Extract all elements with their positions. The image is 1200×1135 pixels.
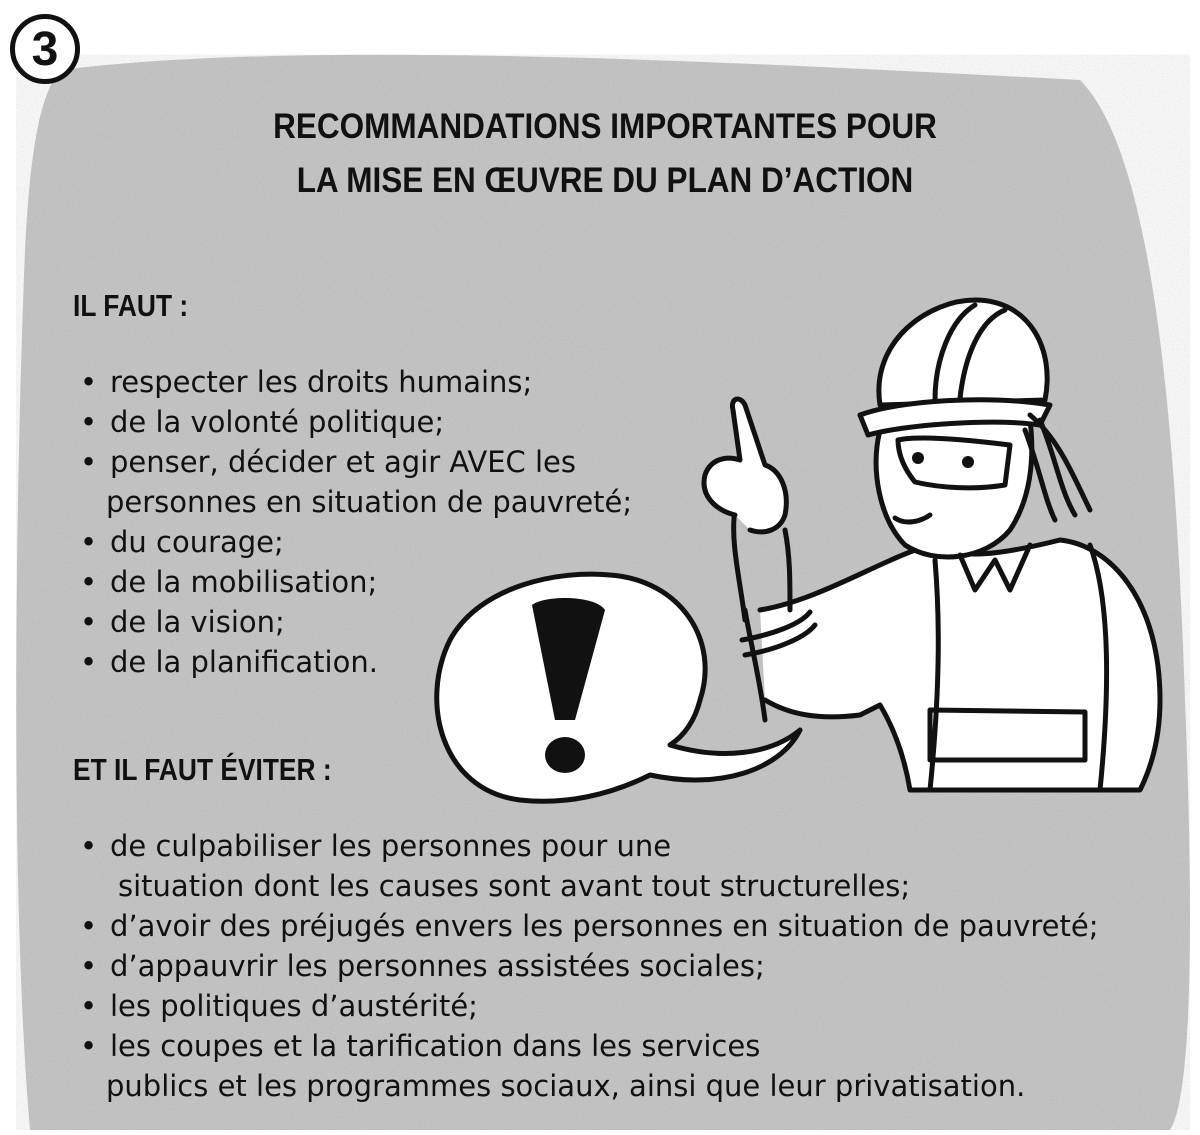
step-number-badge: 3 — [10, 14, 80, 84]
title-line-1: RECOMMANDATIONS IMPORTANTES POUR — [273, 107, 937, 146]
list-item: • du courage; — [78, 522, 632, 562]
list-item: • d’avoir des préjugés envers les personnes en situation de pauvreté; — [78, 906, 1098, 946]
list-item: • de la mobilisation; — [78, 562, 632, 602]
exclamation-dot — [545, 737, 585, 773]
list-item: • de la planification. — [78, 642, 632, 682]
list-item: • de la volonté politique; — [78, 402, 632, 442]
list-item: • de la vision; — [78, 602, 632, 642]
list-item: • penser, décider et agir AVEC les personnes en situation de pauvreté; — [78, 442, 632, 522]
list-item: • de culpabiliser les personnes pour une situation dont les causes sont avant tout structurelles; — [78, 826, 1098, 906]
list-item: • d’appauvrir les personnes assistées sociales; — [78, 946, 1098, 986]
worker-hair — [1025, 415, 1090, 520]
must-heading: IL FAUT : — [73, 288, 189, 323]
list-item: • respecter les droits humains; — [78, 362, 632, 402]
worker-eye — [962, 456, 974, 468]
list-item: • les politiques d’austérité; — [78, 986, 1098, 1026]
avoid-heading: ET IL FAUT ÉVITER : — [73, 752, 332, 787]
title-line-2: LA MISE EN ŒUVRE DU PLAN D’ACTION — [296, 161, 914, 200]
worker-eye — [912, 452, 924, 464]
list-item: • les coupes et la tarification dans les services publics et les programmes sociaux, ainsi que leur privatisation. — [78, 1026, 1098, 1106]
pointing-hand — [704, 399, 786, 532]
